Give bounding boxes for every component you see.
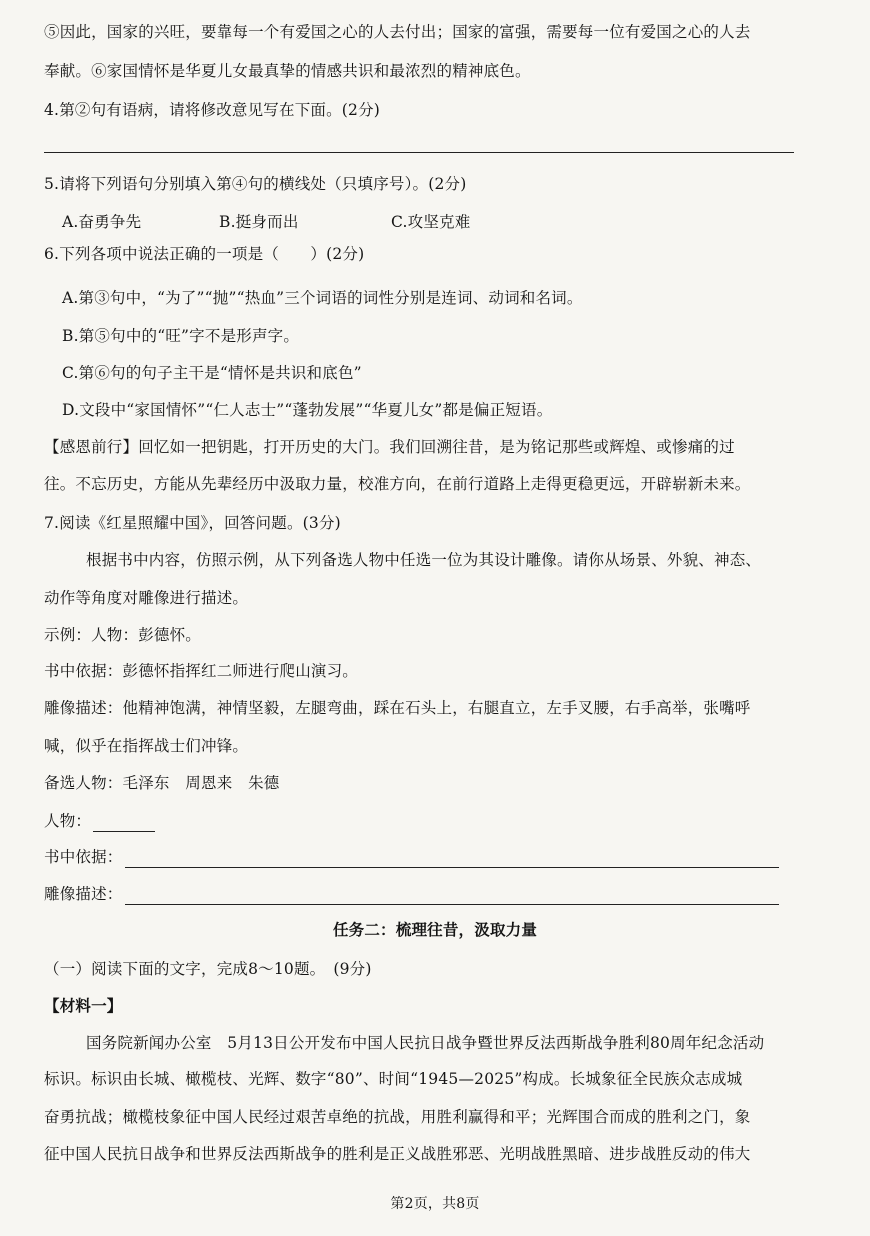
question-4: 4.第②句有语病，请将修改意见写在下面。(2分) [44, 101, 381, 119]
example-line: 示例：人物：彭德怀。 [44, 626, 202, 644]
option-6c: C.第⑥句的句子主干是“情怀是共识和底色” [62, 364, 362, 382]
option-6a: A.第③句中，“为了”“抛”“热血”三个词语的词性分别是连词、动词和名词。 [62, 289, 583, 307]
field-person-blank[interactable] [93, 815, 155, 832]
passage-line: 奉献。⑥家国情怀是华夏儿女最真挚的情感共识和最浓烈的精神底色。 [44, 62, 531, 80]
material-line: 征中国人民抗日战争和世界反法西斯战争的胜利是正义战胜邪恶、光明战胜黑暗、进步战胜反动的伟大 [44, 1145, 751, 1163]
field-description [44, 883, 779, 905]
option-6d: D.文段中“家国情怀”“仁人志士”“蓬勃发展”“华夏儿女”都是偏正短语。 [62, 401, 553, 419]
material-one-label: 【材料一】 [44, 996, 123, 1015]
option-5a: A.奋勇争先 [62, 213, 142, 231]
section-gratitude-line: 【感恩前行】回忆如一把钥匙，打开历史的大门。我们回溯往昔，是为铭记那些或辉煌、或惨痛的过 [44, 438, 735, 456]
field-person-label: 人物： [44, 812, 92, 830]
section-heading: （一）阅读下面的文字，完成8～10题。 (9分) [44, 960, 372, 978]
example-line: 书中依据：彭德怀指挥红二师进行爬山演习。 [44, 662, 359, 680]
question-7: 7.阅读《红星照耀中国》，回答问题。(3分) [44, 514, 341, 532]
option-5c: C.攻坚克难 [391, 213, 471, 231]
candidate-figures: 备选人物：毛泽东 周恩来 朱德 [44, 774, 280, 792]
question-5: 5.请将下列语句分别填入第④句的横线处（只填序号）。(2分) [44, 175, 467, 193]
passage-line: ⑤因此，国家的兴旺，要靠每一个有爱国之心的人去付出；国家的富强，需要每一位有爱国之心的人去 [44, 23, 751, 41]
option-5b: B.挺身而出 [219, 213, 299, 231]
task-heading: 任务二：梳理往昔，汲取力量 [332, 920, 538, 939]
material-line: 标识。标识由长城、橄榄枝、光辉、数字“80”、时间“1945—2025”构成。长城象征全民族众志成城 [44, 1070, 743, 1088]
field-basis-blank[interactable] [125, 851, 779, 868]
field-description-label: 雕像描述： [44, 885, 123, 903]
answer-line-q4[interactable] [44, 152, 794, 153]
option-6b: B.第⑤句中的“旺”字不是形声字。 [62, 327, 300, 345]
example-line: 喊，似乎在指挥战士们冲锋。 [44, 737, 249, 755]
question-7-prompt: 动作等角度对雕像进行描述。 [44, 589, 249, 607]
field-person [44, 810, 155, 832]
field-basis [44, 846, 779, 868]
field-basis-label: 书中依据： [44, 848, 123, 866]
material-line: 国务院新闻办公室 5月13日公开发布中国人民抗日战争暨世界反法西斯战争胜利80周年纪念活动 [86, 1034, 765, 1052]
page-footer: 第2页，共8页 [390, 1196, 480, 1212]
question-6: 6.下列各项中说法正确的一项是（ ）(2分) [44, 245, 365, 263]
field-description-blank[interactable] [125, 888, 779, 905]
example-line: 雕像描述：他精神饱满，神情坚毅，左腿弯曲，踩在石头上，右腿直立，左手叉腰，右手高举，张嘴呼 [44, 699, 751, 717]
section-gratitude-line: 往。不忘历史，方能从先辈经历中汲取力量，校准方向，在前行道路上走得更稳更远，开辟崭新未来。 [44, 475, 751, 493]
material-line: 奋勇抗战；橄榄枝象征中国人民经过艰苦卓绝的抗战，用胜利赢得和平；光辉围合而成的胜利之门，象 [44, 1108, 751, 1126]
question-7-prompt: 根据书中内容，仿照示例，从下列备选人物中任选一位为其设计雕像。请你从场景、外貌、神态、 [86, 551, 762, 569]
